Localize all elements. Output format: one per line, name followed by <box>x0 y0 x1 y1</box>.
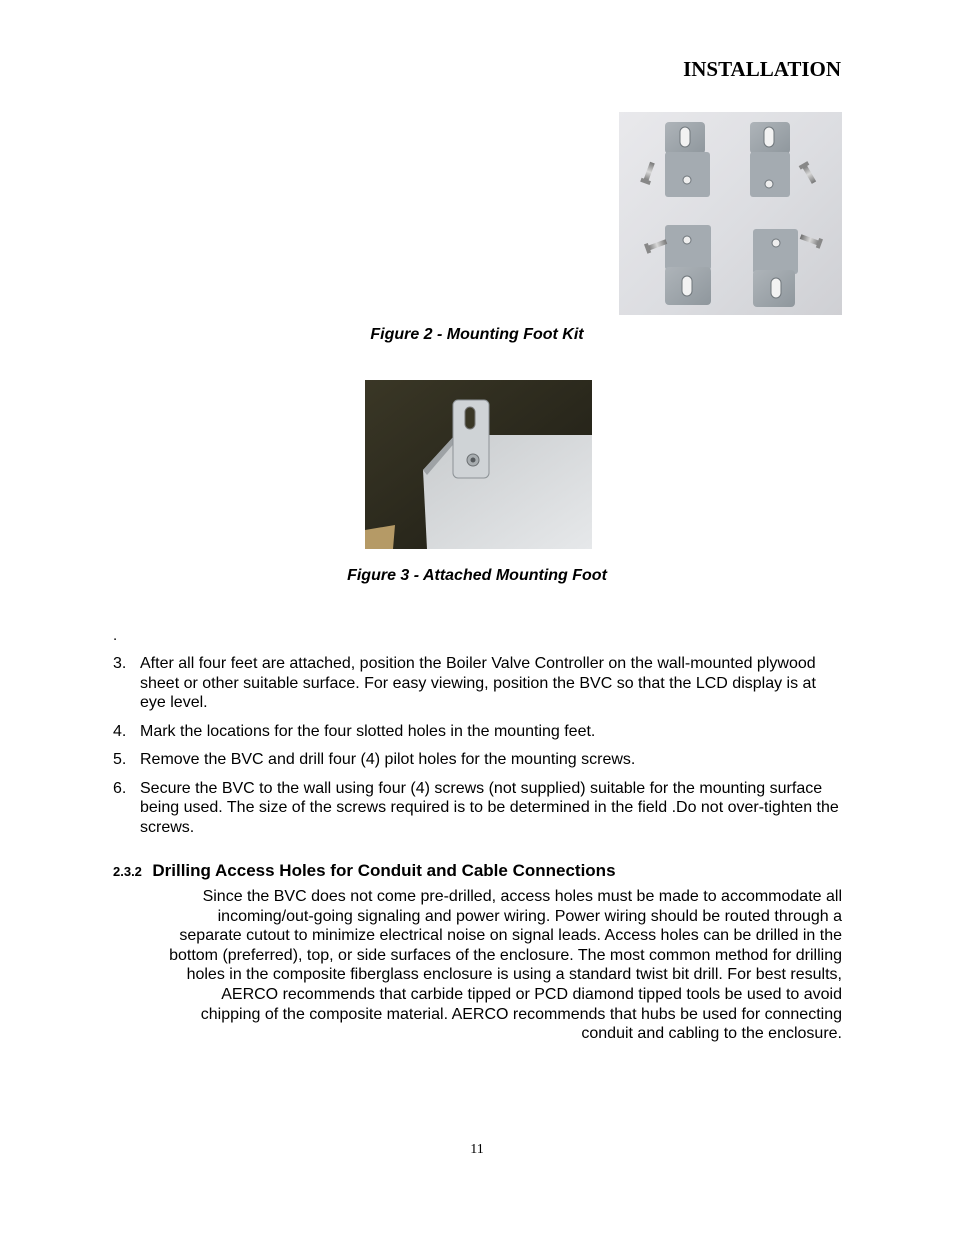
paragraph-line: conduit and cabling to the enclosure. <box>581 1025 842 1043</box>
bracket-bottom-right <box>753 229 798 307</box>
step-text: Mark the locations for the four slotted holes in the mounting feet. <box>140 722 596 740</box>
step-text: After all four feet are attached, position the Boiler Valve Controller on the wall-mounted plywood sheet or other suitable surface. For easy viewing, position the BVC so that the LCD display is at eye level. <box>140 655 816 711</box>
list-item <box>113 722 843 742</box>
paragraph-line: incoming/out-going signaling and power wiring. Power wiring should be routed through a <box>217 907 842 925</box>
stray-period: . <box>113 627 118 644</box>
attached-mounting-foot-illustration <box>365 380 592 549</box>
paragraph-line: Since the BVC does not come pre-drilled, access holes must be made to accommodate all <box>202 888 842 905</box>
step-number: 6. <box>113 779 127 797</box>
step-number: 3. <box>113 655 127 672</box>
list-item <box>113 750 843 770</box>
section-paragraph <box>113 887 842 1044</box>
list-item <box>113 779 843 838</box>
attached-mounting-foot-photo <box>365 380 592 549</box>
section-heading <box>113 861 616 881</box>
figure-2-caption: Figure 2 - Mounting Foot Kit <box>370 326 584 343</box>
mounting-foot-kit-photo <box>619 112 842 315</box>
bracket-top-left <box>665 122 710 197</box>
step-text: Secure the BVC to the wall using four (4) screws (not supplied) suitable for the mounting surface being used. The size of the screws required is to be determined in the field .Do not over-tighten the screws. <box>140 779 839 836</box>
page-number: 11 <box>470 1142 484 1157</box>
installation-steps-list <box>113 654 843 846</box>
mounting-foot-kit-illustration <box>619 112 842 315</box>
paragraph-line: holes in the composite fiberglass enclosure is using a standard twist bit drill. For best results, <box>186 966 842 984</box>
figure-3-caption: Figure 3 - Attached Mounting Foot <box>347 567 607 584</box>
step-number: 4. <box>113 722 127 740</box>
section-title: Drilling Access Holes for Conduit and Cable Connections <box>152 861 616 880</box>
step-number: 5. <box>113 751 127 768</box>
mounting-foot <box>453 400 489 478</box>
step-text: Remove the BVC and drill four (4) pilot holes for the mounting screws. <box>140 751 636 768</box>
section-number: 2.3.2 <box>113 864 142 879</box>
list-item <box>113 654 843 713</box>
paragraph-line: bottom (preferred), top, or side surfaces of the enclosure. The most common method for drilling <box>169 946 842 964</box>
paragraph-line: separate cutout to minimize electrical noise on signal leads. Access holes can be drilled in the <box>179 927 842 945</box>
enclosure-box <box>423 435 592 549</box>
paragraph-line: AERCO recommends that carbide tipped or PCD diamond tipped tools be used to avoid <box>221 985 842 1003</box>
page-header-title: INSTALLATION <box>683 57 841 81</box>
paragraph-line: chipping of the composite material. AERCO recommends that hubs be used for connecting <box>200 1005 842 1023</box>
bracket-top-right <box>750 122 790 197</box>
bracket-bottom-left <box>665 225 711 305</box>
